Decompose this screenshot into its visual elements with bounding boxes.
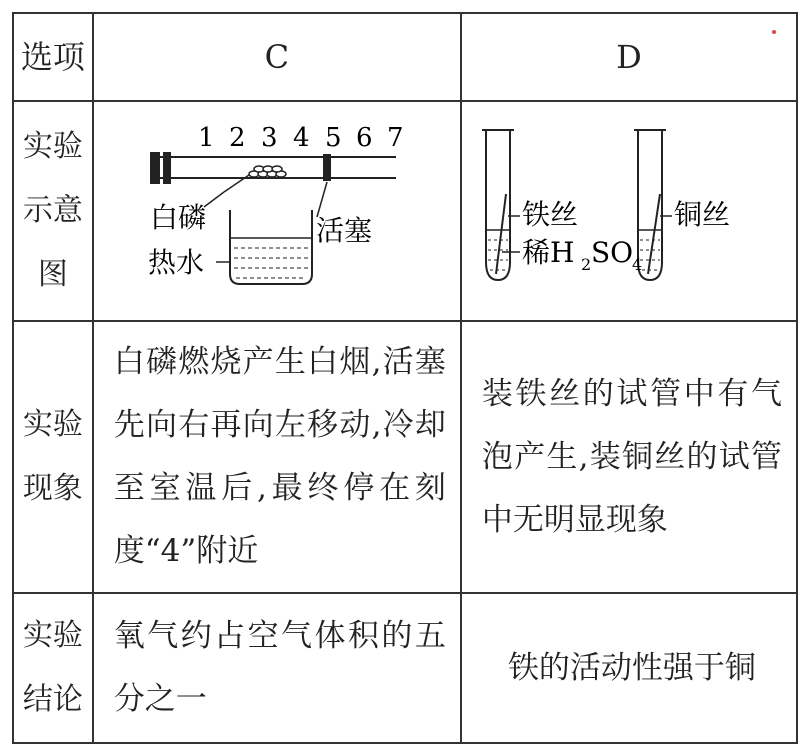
hot-water-label: 热水 — [147, 246, 204, 279]
phenomenon-d-text: 装铁丝的试管中有气泡产生,装铜丝的试管中无明显现象 — [461, 321, 797, 593]
scale-tick-3: 3 — [260, 123, 278, 153]
piston — [323, 154, 331, 181]
conclusion-row — [13, 593, 797, 743]
scale-tick-4: 4 — [292, 123, 310, 153]
iron-wire-label: 铁丝 — [521, 198, 578, 231]
left-stopper-ring — [163, 152, 171, 184]
header-row — [13, 13, 797, 101]
scale-tick-2: 2 — [228, 123, 246, 153]
hot-water-hatch — [234, 248, 308, 278]
diagram-d-cell — [461, 101, 797, 321]
white-phosphorus-label: 白磷 — [149, 201, 206, 234]
scale-tick-5: 5 — [324, 123, 342, 153]
scale-tick-6: 6 — [355, 123, 373, 153]
phenomenon-c-text: 白磷燃烧产生白烟,活塞先向右再向左移动,冷却至室温后,最终停在刻度“4”附近 — [93, 321, 461, 593]
diagram-c-cell — [93, 101, 461, 321]
scale-tick-7: 7 — [386, 123, 404, 153]
test-tubes-apparatus — [462, 102, 778, 316]
diagram-row-label: 实验 示意图 — [13, 101, 93, 321]
conclusion-d-text: 铁的活动性强于铜 — [461, 593, 797, 743]
white-phosphorus-pellets — [249, 166, 286, 177]
phenomenon-row-label: 实验 现象 — [13, 321, 93, 593]
piston-label: 活塞 — [315, 214, 372, 247]
beaker — [230, 210, 312, 284]
copper-wire — [648, 194, 660, 274]
iron-wire — [496, 194, 506, 274]
conclusion-row-label: 实验 结论 — [13, 593, 93, 743]
scale-tick-1: 1 — [197, 123, 215, 153]
left-stopper — [150, 152, 160, 184]
header-option-cell: 选项 — [13, 13, 93, 101]
phosphorus-piston-apparatus — [94, 102, 442, 316]
phenomenon-row — [13, 321, 797, 593]
dilute-acid-sub-2: 2 — [580, 255, 592, 274]
header-option-d: D — [461, 13, 797, 101]
dilute-acid-label: 稀H — [521, 236, 575, 269]
dilute-acid-sub-4: 4 — [631, 255, 643, 274]
copper-wire-label: 铜丝 — [673, 198, 730, 231]
header-option-c: C — [93, 13, 461, 101]
conclusion-c-text: 氧气约占空气体积的五分之一 — [93, 593, 461, 743]
experiment-table — [12, 12, 798, 744]
diagram-row — [13, 101, 797, 321]
dilute-acid-so: SO — [590, 236, 634, 269]
